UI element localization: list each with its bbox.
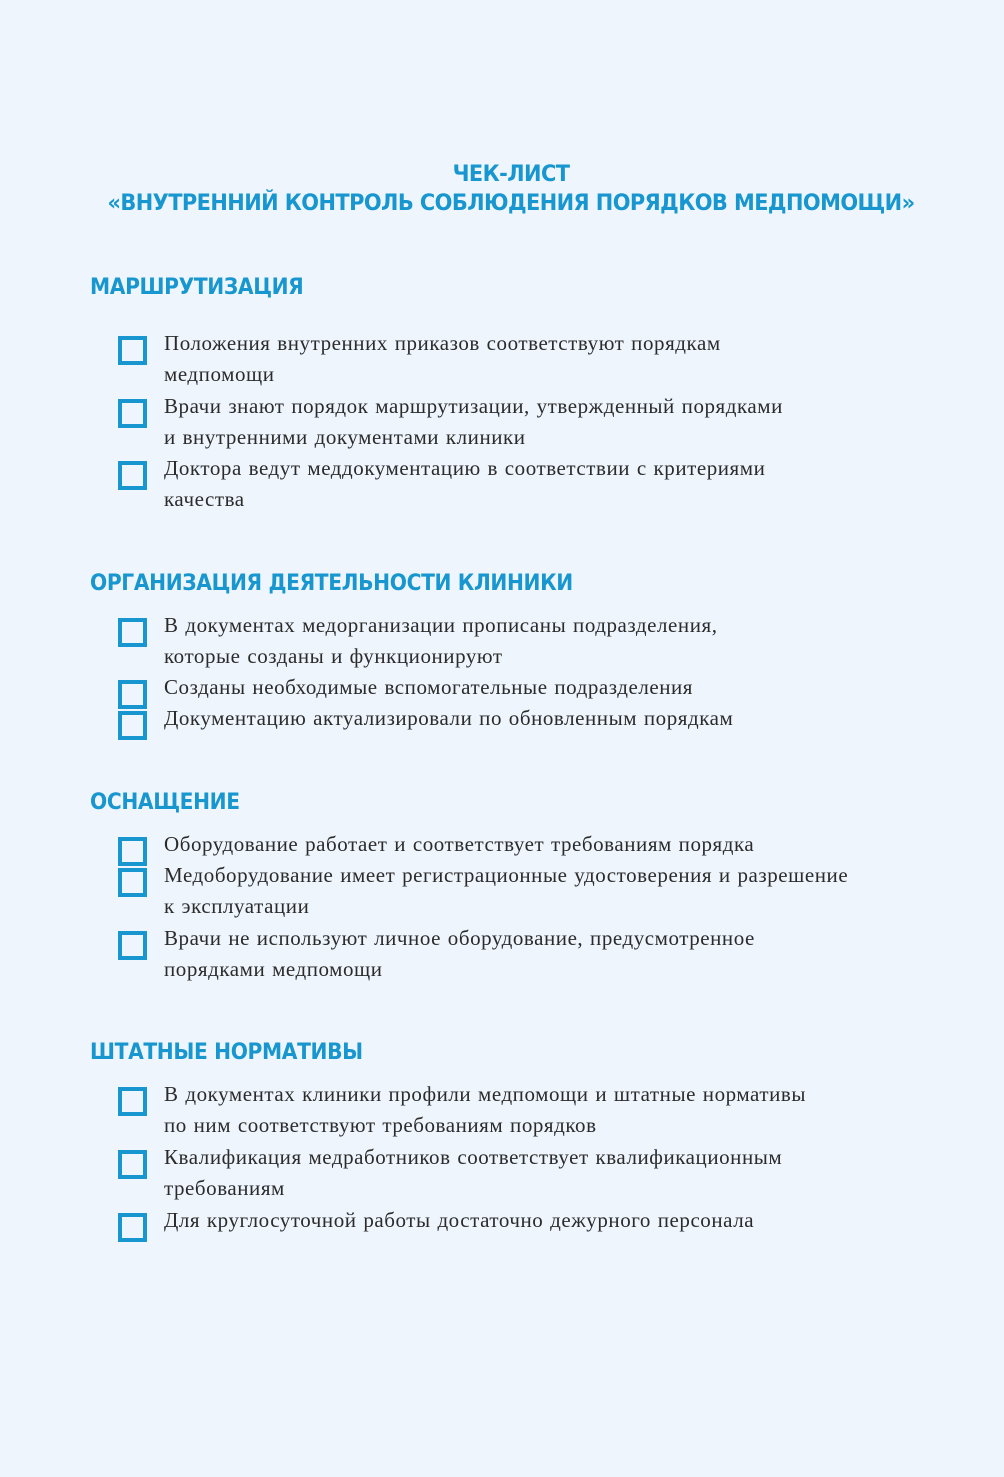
checklist-item-text [164,610,718,673]
item-text-line: Врачи знают порядок маршрутизации, утвержденный порядками [164,394,783,418]
document-title [26,160,997,218]
section-heading-staffing-standards: ШТАТНЫЕ НОРМАТИВЫ [90,1040,363,1065]
item-text-line: медпомощи [164,362,275,387]
checklist-item-text [164,1142,782,1205]
item-text-line: Положения внутренних приказов соответствуют порядкам [164,331,721,355]
checklist-item-text [164,1205,754,1236]
section-heading-clinic-organization: ОРГАНИЗАЦИЯ ДЕЯТЕЛЬНОСТИ КЛИНИКИ [90,571,573,596]
item-text-line: к эксплуатации [164,894,310,919]
checklist-item-text [164,703,733,734]
checklist-item-text [164,328,721,391]
item-text-line: Для круглосуточной работы достаточно дежурного персонала [164,1208,755,1232]
checkbox[interactable] [118,618,147,647]
checkbox[interactable] [118,399,147,428]
checkbox[interactable] [118,1087,147,1116]
item-text-line: В документах клиники профили медпомощи и штатные нормативы [164,1082,807,1106]
checklist-item-text [164,453,765,516]
item-text-line: Оборудование работает и соответствует требованиям порядка [164,832,755,856]
item-text-line: качества [164,487,245,512]
title-line-2: «ВНУТРЕННИЙ КОНТРОЛЬ СОБЛЮДЕНИЯ ПОРЯДКОВ МЕДПОМОЩИ» [107,191,915,216]
checkbox[interactable] [118,837,147,866]
item-text-line: порядками медпомощи [164,957,383,982]
item-text-line: которые созданы и функционируют [164,644,503,669]
checkbox[interactable] [118,1150,147,1179]
checkbox[interactable] [118,680,147,709]
checkbox[interactable] [118,868,147,897]
title-line-1: ЧЕК-ЛИСТ [452,162,570,187]
checkbox[interactable] [118,461,147,490]
checklist-item-text [164,1079,806,1142]
checklist-item-text [164,860,848,923]
item-text-line: по ним соответствуют требованиям порядков [164,1113,597,1138]
section-heading-equipment: ОСНАЩЕНИЕ [90,790,240,815]
checklist-item-text [164,672,693,703]
checkbox[interactable] [118,1213,147,1242]
item-text-line: требованиям [164,1176,285,1201]
item-text-line: Созданы необходимые вспомогательные подразделения [164,675,694,699]
checklist-item-text [164,391,783,454]
checkbox[interactable] [118,931,147,960]
checkbox[interactable] [118,336,147,365]
item-text-line: и внутренними документами клиники [164,425,526,450]
item-text-line: В документах медорганизации прописаны подразделения, [164,613,718,637]
item-text-line: Медоборудование имеет регистрационные удостоверения и разрешение [164,863,849,887]
checklist-item-text [164,829,754,860]
item-text-line: Доктора ведут меддокументацию в соответствии с критериями [164,456,766,480]
checkbox[interactable] [118,711,147,740]
section-heading-routing: МАРШРУТИЗАЦИЯ [90,275,304,300]
item-text-line: Квалификация медработников соответствует квалификационным [164,1145,783,1169]
item-text-line: Врачи не используют личное оборудование, предусмотренное [164,926,755,950]
item-text-line: Документацию актуализировали по обновленным порядкам [164,706,734,730]
checklist-item-text [164,923,755,986]
